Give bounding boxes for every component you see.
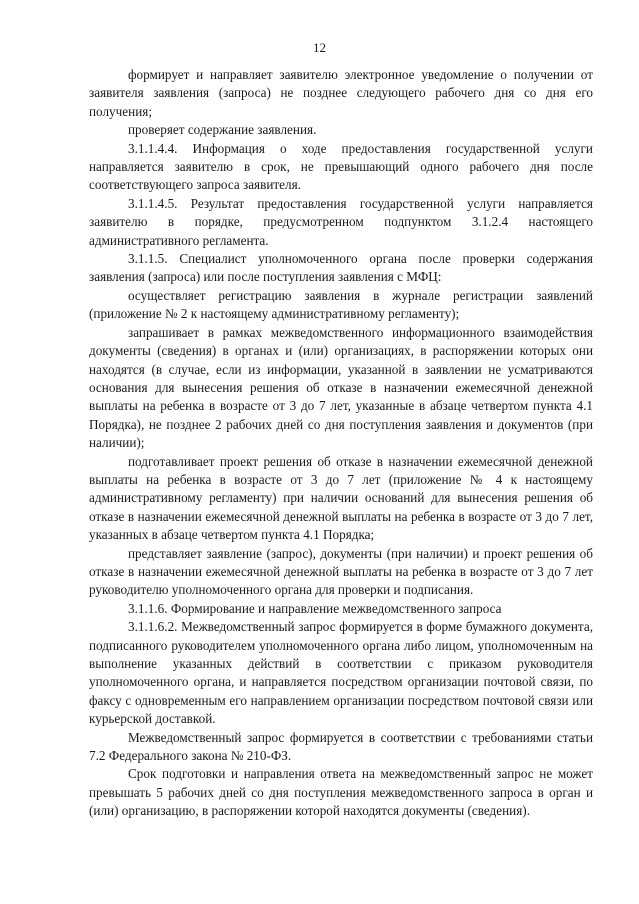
paragraph: 3.1.1.6.2. Межведомственный запрос формируется в форме бумажного документа, подписанного руководителем уполномоченного органа либо лицом, уполномоченным на выполнение указанных действий в соответствии с приказом руководителя уполномоченного органа, и направляется посредством организации почтовой связи, по факсу с одновременным его направлением организации посредством почтовой связи или курьерской доставкой. <box>89 619 593 727</box>
paragraph: Межведомственный запрос формируется в соответствии с требованиями статьи 7.2 Федерального закона № 210-ФЗ. <box>89 729 593 764</box>
paragraph: 3.1.1.4.4. Информация о ходе предоставления государственной услуги направляется заявителю в срок, не превышающий одного рабочего дня после соответствующего запроса заявителя. <box>89 140 593 193</box>
paragraph: проверяет содержание заявления. <box>128 122 317 138</box>
paragraph: запрашивает в рамках межведомственного информационного взаимодействия документы (сведения) в органах и (или) организациях, в распоряжении которых они находятся (в случае, если из информации, указанной в заявлении не усматриваются основания для вынесения решения об отказе в назначении ежемесячной денежной выплаты на ребенка в возрасте от 3 до 7 лет, указанные в абзаце четвертом пункта 4.1 Порядка), не позднее 2 рабочих дней со дня поступления заявления и документов (при наличии); <box>89 324 593 451</box>
paragraph: осуществляет регистрацию заявления в журнале регистрации заявлений (приложение № 2 к настоящему административному регламенту); <box>89 287 593 322</box>
paragraph: подготавливает проект решения об отказе в назначении ежемесячной денежной выплаты на ребенка в возрасте от 3 до 7 лет (приложение № 4 к настоящему административному регламенту) при наличии оснований для вынесения решения об отказе в назначении ежемесячной денежной выплаты на ребенка в возрасте от 3 до 7 лет, указанных в абзаце четвертом пункта 4.1 Порядка; <box>89 453 593 543</box>
document-body <box>89 66 593 821</box>
page-number: 12 <box>313 40 326 55</box>
paragraph: 3.1.1.4.5. Результат предоставления государственной услуги направляется заявителю в порядке, предусмотренном подпунктом 3.1.2.4 настоящего административного регламента. <box>89 195 593 248</box>
paragraph: Срок подготовки и направления ответа на межведомственный запрос не может превышать 5 рабочих дней со дня поступления межведомственного запроса в орган и (или) организацию, в распоряжении которой находятся документы (сведения). <box>89 766 593 819</box>
paragraph: представляет заявление (запрос), документы (при наличии) и проект решения об отказе в назначении ежемесячной денежной выплаты на ребенка в возрасте от 3 до 7 лет руководителю уполномоченного органа для проверки и подписания. <box>89 545 593 598</box>
paragraph: 3.1.1.6. Формирование и направление межведомственного запроса <box>128 600 502 616</box>
paragraph: 3.1.1.5. Специалист уполномоченного органа после проверки содержания заявления (запроса) или после поступления заявления с МФЦ: <box>89 251 593 285</box>
paragraph: формирует и направляет заявителю электронное уведомление о получении от заявителя заявления (запроса) не позднее следующего рабочего дня со дня его получения; <box>89 67 593 119</box>
